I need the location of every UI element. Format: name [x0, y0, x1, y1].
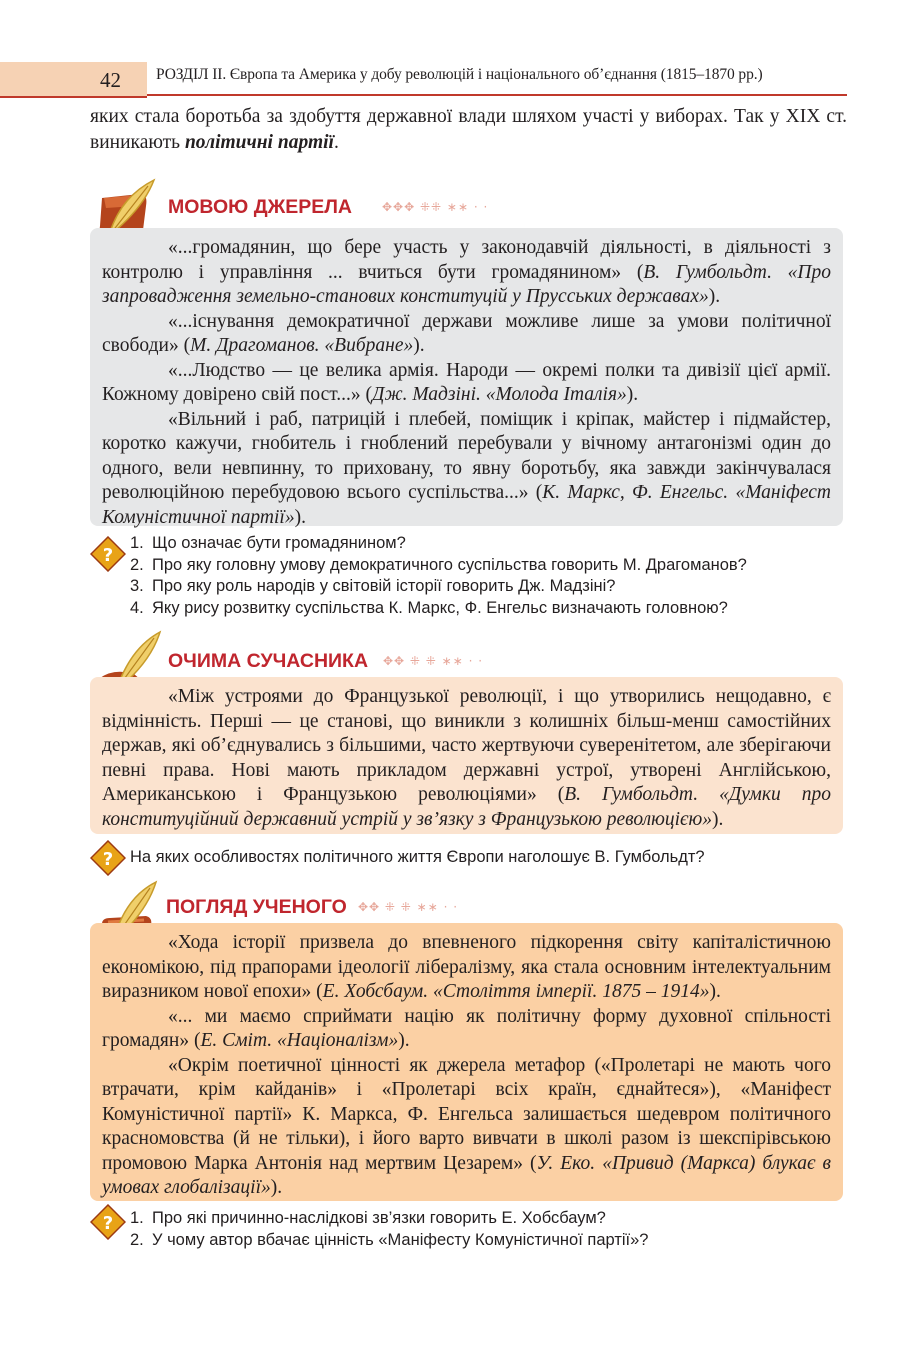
ornament-divider: ✥✥✥ ⁜⁜ ∗∗ · ·	[382, 200, 489, 214]
ornament-divider: ✥✥ ⁜ ⁜ ∗∗ · ·	[358, 900, 459, 914]
quote-paragraph: «... ми маємо сприймати націю як політичну форму духовної спільності громадян» (Е. Сміт. «Націоналізм»).	[102, 1005, 831, 1051]
question-diamond-icon	[90, 840, 126, 876]
chapter-title: РОЗДІЛ ІІ. Європа та Америка у добу революцій і національного об’єднання (1815–1870 рр.)	[156, 66, 763, 83]
contemporary-question: На яких особливостях політичного життя Європи наголошує В. Гумбольдт?	[130, 848, 705, 866]
intro-paragraph: яких стала боротьба за здобуття державної влади шляхом участі у виборах. Так у XIX ст. виникають політичні партії.	[90, 106, 847, 153]
section-title-scholar: ПОГЛЯД УЧЕНОГО	[166, 896, 347, 918]
header-rule	[147, 94, 847, 96]
intro-term: політичні партії	[184, 132, 334, 153]
section-title-contemporary: ОЧИМА СУЧАСНИКА	[168, 650, 369, 672]
question-item: 2. Про яку головну умову демократичного суспільства говорить М. Драгоманов?	[130, 555, 747, 574]
quote-paragraph: «Окрім поетичної цінності як джерела метафор («Пролетарі не мають чого втрачати, крім кайданів» і «Пролетарі всіх країн, єднайтеся»), «Маніфест Комуністичної партії» К. Маркса, Ф. Енгельса залишається шедевром політичного красномовства (й не тільки), і його варто вивчати в школі разом із шекспірівською промовою Марка Антонія над мертвим Цезарем» (У. Еко. «Привид (Маркса) блукає в умовах глобалізації»).	[102, 1054, 831, 1198]
quote-paragraph: «...існування демократичної держави можливе лише за умови політичної свободи» (М. Драгоманов. «Вибране»).	[102, 310, 831, 356]
question-diamond-icon	[90, 536, 126, 572]
quote-paragraph: «Вільний і раб, патрицій і плебей, поміщик і кріпак, майстер і підмайстер, коротко кажучи, гнобитель і гноблений перебували у вічному антагонізмі один до одного, вели невпинну, то приховану, то явну боротьбу, яка завжди закінчувалася революційною перебудовою всього суспільства...» (К. Маркс, Ф. Енгельс. «Маніфест Комуністичної партії»).	[102, 408, 831, 528]
question-item: 1. Про які причинно-наслідкові зв’язки говорить Е. Хобсбаум?	[130, 1209, 606, 1227]
quote-paragraph: «Хода історії призвела до впевненого підкорення світу капіталістичною економікою, під прапорами ідеології лібералізму, яка стала основним інтелектуальним виразником нової епохи» (Е. Хобсбаум. «Століття імперії. 1875 – 1914»).	[102, 932, 831, 1002]
question-diamond-icon	[90, 1204, 126, 1240]
scholar-questions	[130, 1208, 648, 1251]
quote-paragraph: «...Людство — це велика армія. Народи — окремі полки та дивізії цієї армії. Кожному довірено свій пост...» (Дж. Мадзіні. «Молода Італія»).	[102, 359, 831, 405]
ornament-divider: ✥✥ ⁜ ⁜ ∗∗ · ·	[383, 654, 484, 668]
svg-text:?: ?	[102, 849, 114, 870]
header-tab	[0, 62, 147, 98]
question-item: 4. Яку рису розвитку суспільства К. Маркс, Ф. Енгельс визначають головною?	[130, 598, 728, 617]
question-item: 3. Про яку роль народів у світовій історії говорить Дж. Мадзіні?	[130, 577, 616, 595]
quote-paragraph: «Між устроями до Французької революції, і що утворились нещодавно, є відмінність. Перші — це станові, що виникли з колишніх більш-менш самостійних держав, які об’єднувались з більшими, часто жертвуючи суверенітетом, але зберігаючи певні права. Нові мають прикладом державні устрої, утворені Англійською, Американською і Французькою революціями» (В. Гумбольдт. «Думки про конституційний державний устрій у зв’язку з Французькою революцією»).	[102, 686, 831, 830]
page-number: 42	[100, 68, 121, 92]
svg-text:?: ?	[102, 1213, 114, 1234]
sources-questions	[130, 533, 747, 619]
question-item: 2. У чому автор вбачає цінність «Маніфесту Комуністичної партії»?	[130, 1230, 649, 1249]
sources-quote-box	[90, 228, 843, 526]
section-title-sources: МОВОЮ ДЖЕРЕЛА	[168, 196, 353, 218]
contemporary-quote-box	[90, 677, 843, 834]
quote-paragraph: «...громадянин, що бере участь у законодавчій діяльності, в діяльності з контролю і управління ... вчиться бути громадянином» (В. Гумбольдт. «Про запровадження земельно-станових конституцій у Прусських державах»).	[102, 237, 831, 307]
scholar-quote-box	[90, 923, 843, 1201]
question-item: 1. Що означає бути громадянином?	[130, 534, 406, 552]
svg-text:?: ?	[102, 545, 114, 566]
